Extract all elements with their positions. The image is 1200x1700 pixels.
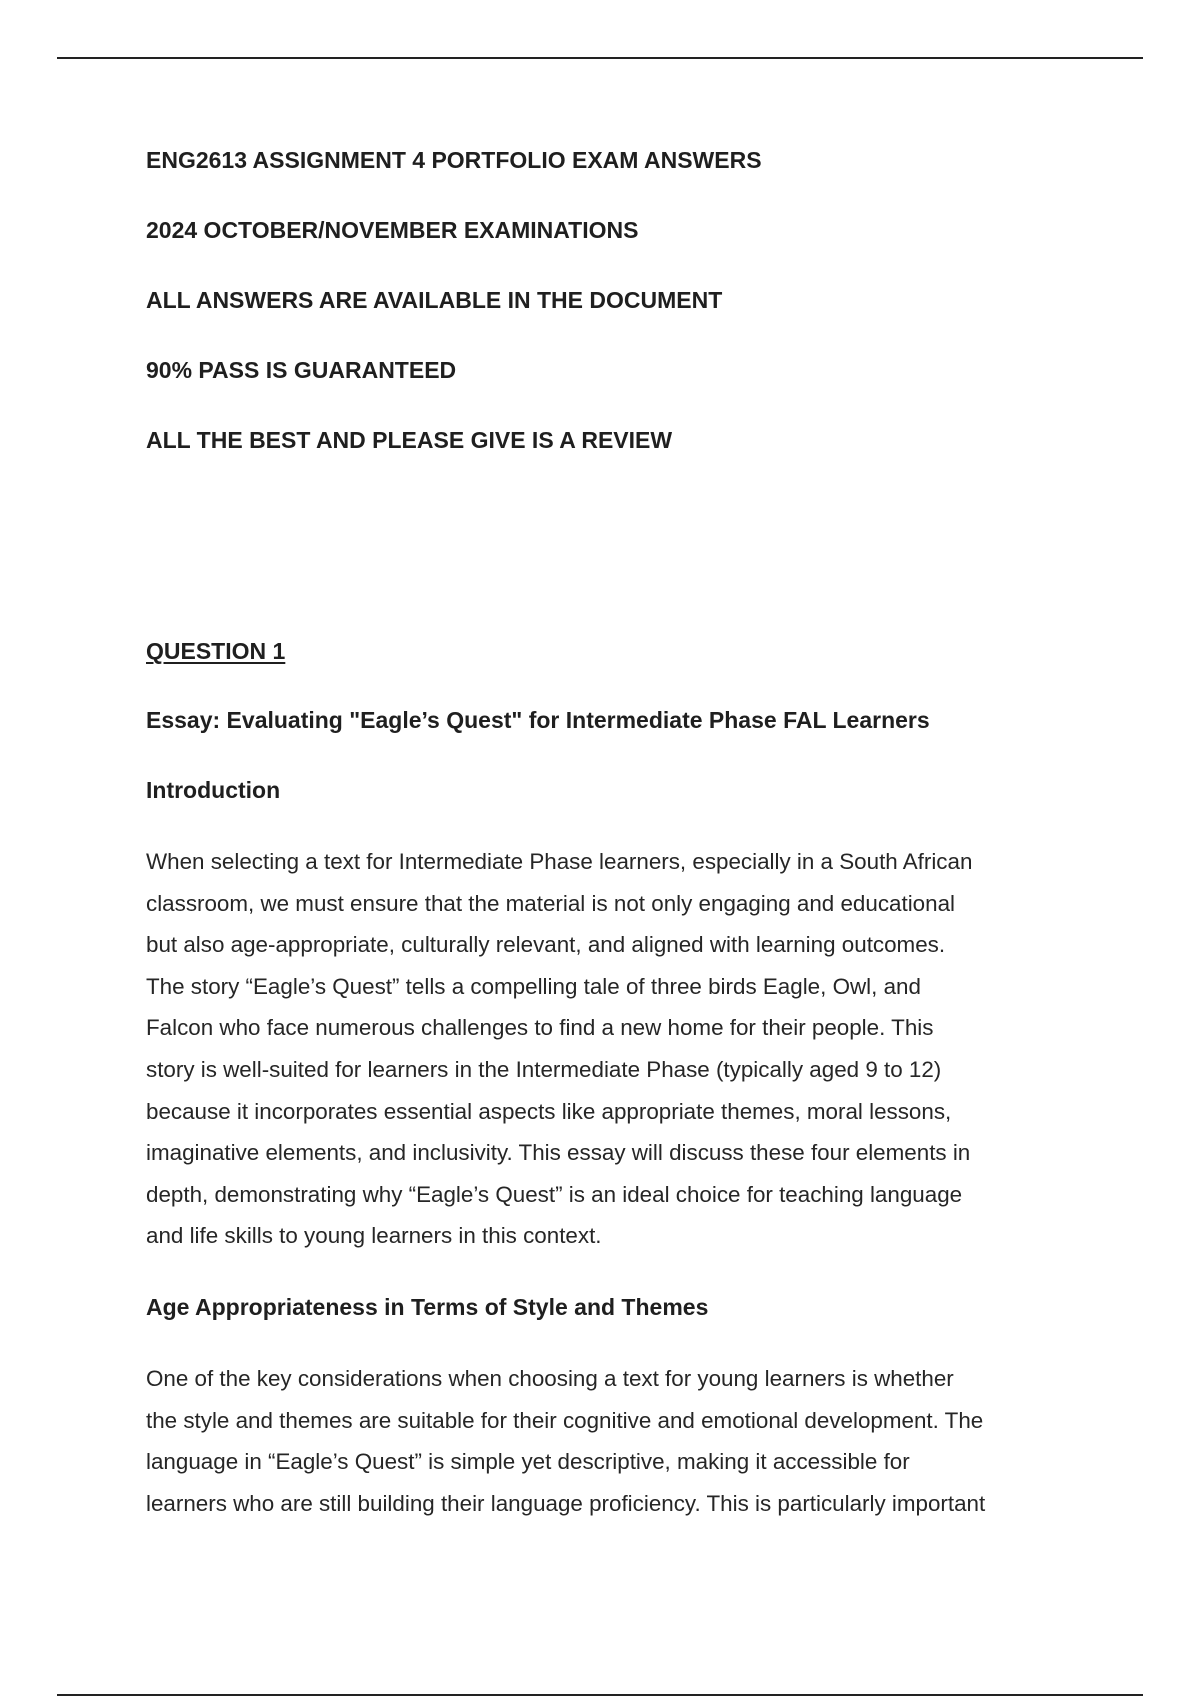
top-rule — [57, 57, 1143, 59]
section-paragraph — [146, 1358, 1076, 1524]
header-line-exam-session: 2024 OCTOBER/NOVEMBER EXAMINATIONS — [146, 217, 639, 243]
paragraph-line: the style and themes are suitable for their cognitive and emotional development. The — [146, 1407, 984, 1433]
intro-heading: Introduction — [146, 777, 281, 803]
essay-title: Essay: Evaluating "Eagle’s Quest" for Intermediate Phase FAL Learners — [146, 707, 930, 733]
bottom-rule — [57, 1694, 1143, 1696]
paragraph-line: The story “Eagle’s Quest” tells a compelling tale of three birds Eagle, Owl, and — [146, 973, 921, 999]
header-line-title: ENG2613 ASSIGNMENT 4 PORTFOLIO EXAM ANSWERS — [146, 147, 762, 173]
paragraph-line: imaginative elements, and inclusivity. This essay will discuss these four elements in — [146, 1140, 971, 1166]
paragraph-line: but also age-appropriate, culturally relevant, and aligned with learning outcomes. — [146, 932, 946, 958]
paragraph-line: and life skills to young learners in this context. — [146, 1223, 602, 1249]
header-line-review-request: ALL THE BEST AND PLEASE GIVE IS A REVIEW — [146, 427, 673, 453]
paragraph-line: learners who are still building their language proficiency. This is particularly important — [146, 1490, 986, 1516]
question-label: QUESTION 1 — [146, 638, 286, 664]
paragraph-line: Falcon who face numerous challenges to find a new home for their people. This — [146, 1015, 934, 1041]
paragraph-line: depth, demonstrating why “Eagle’s Quest” is an ideal choice for teaching language — [146, 1181, 963, 1207]
section-heading-age-appropriateness: Age Appropriateness in Terms of Style and Themes — [146, 1294, 709, 1320]
paragraph-line: One of the key considerations when choosing a text for young learners is whether — [146, 1366, 954, 1391]
header-line-availability: ALL ANSWERS ARE AVAILABLE IN THE DOCUMENT — [146, 287, 723, 313]
paragraph-line: language in “Eagle’s Quest” is simple yet descriptive, making it accessible for — [146, 1449, 910, 1475]
paragraph-line: because it incorporates essential aspects like appropriate themes, moral lessons, — [146, 1098, 952, 1124]
paragraph-line: When selecting a text for Intermediate Phase learners, especially in a South African — [146, 849, 973, 874]
header-line-pass-guarantee: 90% PASS IS GUARANTEED — [146, 357, 457, 383]
paragraph-line: story is well-suited for learners in the Intermediate Phase (typically aged 9 to 12) — [146, 1056, 942, 1082]
intro-paragraph — [146, 841, 1076, 1257]
paragraph-line: classroom, we must ensure that the material is not only engaging and educational — [146, 890, 956, 916]
